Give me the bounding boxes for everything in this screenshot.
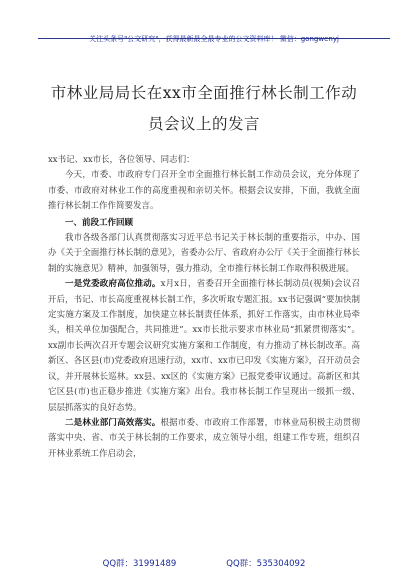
point-1-paragraph — [48, 277, 360, 416]
section-heading-review: 一、前段工作回顾 — [65, 217, 134, 228]
point-2-heading: 二是林业部门高效落实。 — [65, 417, 161, 428]
page-header — [38, 20, 390, 43]
intro-paragraph: 今天，市委、市政府专门召开全市全面推行林长制工作动员会议，充分体现了市委、市政府对林业工作的高度重视和亲切关怀。根据会议安排，下面，我就全面推行林长制工作作简要发言。 — [48, 170, 360, 212]
footer-qq-group-2: QQ群：535304092 — [226, 559, 306, 569]
document-title — [50, 78, 358, 140]
document-body — [48, 153, 360, 462]
point-1-heading: 一是党委政府高位推动。 — [65, 279, 161, 290]
salutation: xx书记、xx市长，各位领导、同志们： — [48, 155, 195, 165]
footer-qq-group-1: QQ群：31991489 — [102, 559, 177, 569]
point-2-paragraph — [48, 416, 360, 462]
title-line-1: 市林业局局长在xx市全面推行林长制工作动 — [50, 84, 358, 102]
title-line-2: 员会议上的发言 — [147, 115, 260, 133]
point-1-text: x月x日，省委召开全面推行林长制动员(视频)会议召开后，书记、市长高度重视林长制工作，多次听取专题汇报。xx书记强调“要加快制定实施方案及工作制度，加快建立林长制责任体系，抓好工作落实，由市林业局牵头，相关单位加强配合，共同推进”。xx市长批示要求市林业局“抓紧贯彻落实”。xx副市长两次召开专题会议研究实施方案和工作制度，有力推动了林长制改革。高新区、各区县(市)党委政府迅速行动，xx市、xx市已印发《实施方案》，召开动员会议，并开展林长巡林。xx县、xx区的《实施方案》已报党委审议通过。高新区和其它区县(市)也正稳步推进《实施方案》出台。我市林长制工作呈现出一级抓一级、层层抓落实的良好态势。 — [48, 279, 360, 413]
header-text: 关注头条号"公文研究"，获得最新最全最专业的公文资料库！ 微信：gongwenyj — [89, 35, 339, 43]
review-paragraph: 我市各级各部门认真贯彻落实习近平总书记关于林长制的重要指示，中办、国办《关于全面推行林长制的意见》，省委办公厅、省政府办公厅《关于全面推行林长制的实施意见》精神，加强领导，强力推动，全市推行林长制工作取得积极进展。 — [48, 233, 360, 274]
page-footer — [0, 557, 408, 569]
point-2-text: 根据市委、市政府工作部署，市林业局积极主动贯彻落实中央、省、市关于林长制的工作要求，成立领导小组，组建工作专班，组织召开林业系统工作启动会， — [48, 417, 360, 459]
